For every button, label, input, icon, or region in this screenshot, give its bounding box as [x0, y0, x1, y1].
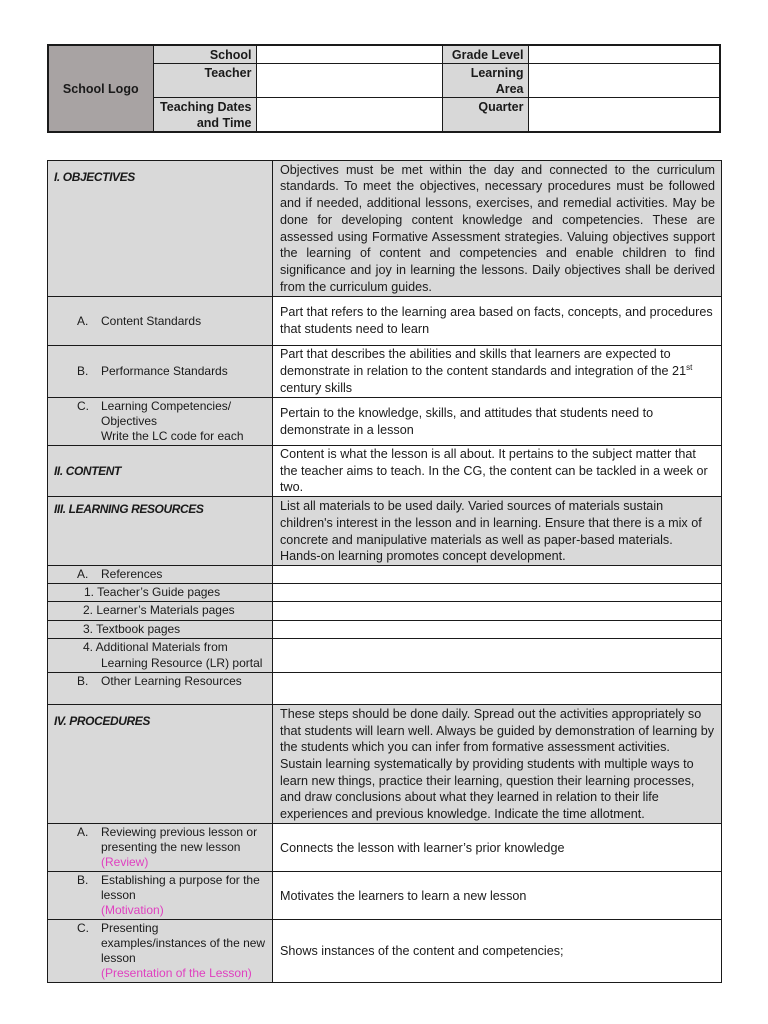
motivation-row — [48, 872, 722, 920]
marker: C. — [77, 921, 89, 936]
lesson-plan-table — [47, 160, 722, 983]
performance-desc-text: Part that describes the abilities and skills that learners are expected to demonstrate in relation to the content standards and integration of the 21 — [280, 347, 687, 379]
learning-competencies-label-cell — [48, 398, 273, 446]
marker: C. — [77, 399, 89, 413]
learning-area-field[interactable] — [528, 64, 720, 98]
other-resources-field[interactable] — [273, 673, 722, 705]
marker: B. — [77, 674, 89, 689]
learners-materials-label: 2. Learner’s Materials pages — [48, 602, 273, 621]
procedures-description: These steps should be done daily. Spread out the activities appropriately so that students will learn well. Always be guided by demonstration of learning by the students which you can infer from formative assessment activities. Sustain learning systematically by providing students with multiple ways to learn new things, practice their learning, question their learning processes, and draw conclusions about what they learned in relation to their life experiences and previous knowledge. Indicate the time allotment. — [273, 705, 722, 824]
lc-label-line2: Objectives — [101, 414, 158, 428]
marker: B. — [77, 873, 89, 888]
content-standards-row — [48, 297, 722, 346]
content-standards-label: Content Standards — [101, 313, 202, 328]
school-field[interactable] — [256, 45, 442, 64]
other-resources-label: Other Learning Resources — [101, 674, 242, 689]
learning-resources-heading-cell — [48, 497, 273, 566]
motivation-label-cell — [48, 872, 273, 920]
teacher-field[interactable] — [256, 64, 442, 98]
teachers-guide-label: 1. Teacher’s Guide pages — [48, 583, 273, 602]
motivation-description[interactable]: Motivates the learners to learn a new lesson — [273, 872, 722, 920]
procedures-heading-cell — [48, 705, 273, 824]
motivation-tag: (Motivation) — [101, 903, 164, 918]
marker: B. — [77, 364, 89, 378]
performance-standards-description[interactable] — [273, 346, 722, 398]
presentation-tag: (Presentation of the Lesson) — [101, 966, 252, 981]
review-row — [48, 824, 722, 872]
performance-standards-label: Performance Standards — [101, 364, 228, 378]
marker: A. — [77, 313, 89, 328]
lc-label-line1: Learning Competencies/ — [101, 399, 232, 413]
learning-resources-description: List all materials to be used daily. Varied sources of materials sustain children's interest in the lesson and in learning. Ensure that there is a mix of concrete and manipulative materials as well as paper-based materials. Hands-on learning promotes concept development. — [273, 497, 722, 566]
textbook-field[interactable] — [273, 620, 722, 639]
review-tag: (Review) — [101, 855, 149, 870]
performance-desc-end: century skills — [280, 380, 353, 395]
header-table — [47, 44, 721, 133]
learners-materials-row — [48, 602, 722, 621]
teaching-dates-label: Teaching Dates and Time — [153, 98, 256, 133]
objectives-title: I. OBJECTIVES — [54, 170, 135, 184]
objectives-description: Objectives must be met within the day and connected to the curriculum standards. To meet the objectives, necessary procedures must be followed and if needed, additional lessons, exercises, and remedial activities. May be done for developing content knowledge and competencies. These are assessed using Formative Assessment strategies. Valuing objectives support the learning of content and competencies and enable children to find significance and joy in learning the lessons. Daily objectives shall be derived from the curriculum guides. — [273, 161, 722, 297]
additional-materials-label: 4. Additional Materials from Learning Resource (LR) portal — [48, 639, 273, 673]
teachers-guide-row — [48, 583, 722, 602]
other-resources-row — [48, 673, 722, 705]
school-logo: School Logo — [48, 45, 153, 132]
presentation-label-cell — [48, 920, 273, 983]
content-heading-cell — [48, 446, 273, 497]
review-label-cell — [48, 824, 273, 872]
quarter-field[interactable] — [528, 98, 720, 133]
superscript-st: st — [686, 362, 693, 372]
performance-standards-row — [48, 346, 722, 398]
performance-standards-label-cell — [48, 346, 273, 398]
marker: A. — [77, 825, 89, 840]
procedures-title: IV. PROCEDURES — [54, 714, 150, 729]
content-description[interactable]: Content is what the lesson is all about. It pertains to the subject matter that the teacher aims to teach. In the CG, the content can be tackled in a week or two. — [273, 446, 722, 497]
textbook-label: 3. Textbook pages — [48, 620, 273, 639]
references-field[interactable] — [273, 565, 722, 583]
presentation-row — [48, 920, 722, 983]
references-row — [48, 565, 722, 583]
grade-level-label: Grade Level — [442, 45, 528, 64]
teachers-guide-field[interactable] — [273, 583, 722, 602]
presentation-description[interactable]: Shows instances of the content and competencies; — [273, 920, 722, 983]
teacher-label: Teacher — [153, 64, 256, 98]
textbook-row — [48, 620, 722, 639]
learning-area-label: Learning Area — [442, 64, 528, 98]
additional-materials-field[interactable] — [273, 639, 722, 673]
objectives-row — [48, 161, 722, 297]
references-label: References — [101, 566, 163, 581]
learning-competencies-row — [48, 398, 722, 446]
learning-resources-title: III. LEARNING RESOURCES — [54, 502, 204, 517]
additional-materials-row — [48, 639, 722, 673]
motivation-label: Establishing a purpose for the lesson — [101, 873, 260, 903]
review-label: Reviewing previous lesson or presenting the new lesson — [101, 825, 258, 855]
presentation-label: Presenting examples/instances of the new lesson — [101, 921, 266, 966]
quarter-label: Quarter — [442, 98, 528, 133]
learners-materials-field[interactable] — [273, 602, 722, 621]
marker: A. — [77, 566, 89, 581]
content-row — [48, 446, 722, 497]
other-resources-label-cell — [48, 673, 273, 705]
content-title: II. CONTENT — [54, 464, 121, 479]
lc-label-line3: Write the LC code for each — [101, 429, 244, 443]
learning-competencies-description[interactable]: Pertain to the knowledge, skills, and attitudes that students need to demonstrate in a lesson — [273, 398, 722, 446]
school-label: School — [153, 45, 256, 64]
procedures-row — [48, 705, 722, 824]
references-label-cell — [48, 565, 273, 583]
content-standards-description[interactable]: Part that refers to the learning area based on facts, concepts, and procedures that students need to learn — [273, 297, 722, 346]
content-standards-label-cell — [48, 297, 273, 346]
teaching-dates-field[interactable] — [256, 98, 442, 133]
objectives-heading-cell — [48, 161, 273, 297]
learning-resources-row — [48, 497, 722, 566]
review-description[interactable]: Connects the lesson with learner’s prior knowledge — [273, 824, 722, 872]
grade-level-field[interactable] — [528, 45, 720, 64]
